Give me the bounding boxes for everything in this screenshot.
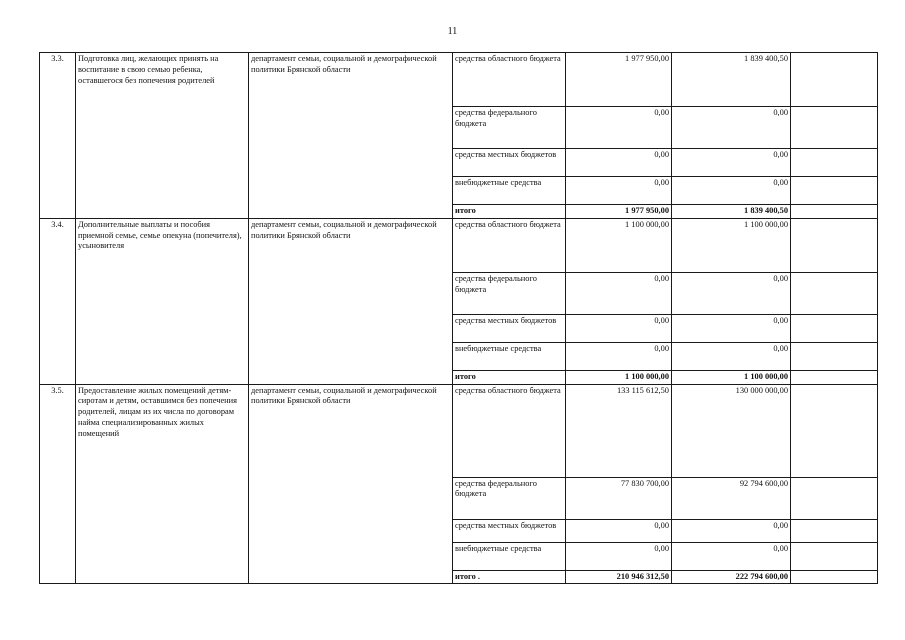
funding-source-label: средства областного бюджета <box>453 53 566 107</box>
amount-col-3 <box>791 205 878 219</box>
amount-col-3 <box>791 542 878 570</box>
amount-col-2: 1 839 400,50 <box>672 53 791 107</box>
amount-col-1: 77 830 700,00 <box>566 477 672 519</box>
amount-col-2: 0,00 <box>672 519 791 542</box>
amount-col-3 <box>791 149 878 177</box>
amount-col-3 <box>791 370 878 384</box>
amount-col-2: 92 794 600,00 <box>672 477 791 519</box>
amount-col-2: 1 100 000,00 <box>672 218 791 272</box>
amount-col-1: 0,00 <box>566 107 672 149</box>
amount-col-1: 210 946 312,50 <box>566 570 672 584</box>
amount-col-2: 130 000 000,00 <box>672 384 791 477</box>
amount-col-2: 0,00 <box>672 177 791 205</box>
measure-name: Подготовка лиц, желающих принять на воспитание в свою семью ребенка, оставшегося без попечения родителей <box>76 53 249 219</box>
item-number: 3.3. <box>40 53 76 219</box>
funding-source-row <box>40 218 878 272</box>
amount-col-1: 0,00 <box>566 272 672 314</box>
amount-col-1: 1 100 000,00 <box>566 218 672 272</box>
funding-source-label: внебюджетные средства <box>453 542 566 570</box>
funding-source-label: внебюджетные средства <box>453 342 566 370</box>
amount-col-2: 1 839 400,50 <box>672 205 791 219</box>
amount-col-1: 0,00 <box>566 519 672 542</box>
amount-col-1: 0,00 <box>566 542 672 570</box>
amount-col-3 <box>791 107 878 149</box>
amount-col-2: 0,00 <box>672 342 791 370</box>
funding-source-label: средства федерального бюджета <box>453 272 566 314</box>
total-label: итого <box>453 370 566 384</box>
amount-col-3 <box>791 177 878 205</box>
funding-source-label: средства местных бюджетов <box>453 314 566 342</box>
amount-col-1: 1 977 950,00 <box>566 53 672 107</box>
amount-col-3 <box>791 314 878 342</box>
amount-col-3 <box>791 477 878 519</box>
amount-col-3 <box>791 218 878 272</box>
item-number: 3.4. <box>40 218 76 384</box>
budget-table <box>39 52 878 584</box>
funding-source-label: средства федерального бюджета <box>453 107 566 149</box>
amount-col-3 <box>791 342 878 370</box>
amount-col-1: 0,00 <box>566 177 672 205</box>
amount-col-3 <box>791 519 878 542</box>
amount-col-1: 0,00 <box>566 314 672 342</box>
amount-col-1: 0,00 <box>566 342 672 370</box>
amount-col-1: 133 115 612,50 <box>566 384 672 477</box>
executor: департамент семьи, социальной и демографической политики Брянской области <box>249 53 453 219</box>
funding-source-label: внебюджетные средства <box>453 177 566 205</box>
funding-source-row <box>40 384 878 477</box>
funding-source-label: средства областного бюджета <box>453 384 566 477</box>
funding-source-label: средства областного бюджета <box>453 218 566 272</box>
page-number: 11 <box>447 26 458 37</box>
amount-col-1: 0,00 <box>566 149 672 177</box>
measure-name: Предоставление жилых помещений детям-сиротам и детям, оставшимся без попечения родителей, лицам из их числа по договорам найма специализированных жилых помещений <box>76 384 249 584</box>
amount-col-1: 1 977 950,00 <box>566 205 672 219</box>
amount-col-3 <box>791 570 878 584</box>
funding-source-label: средства федерального бюджета <box>453 477 566 519</box>
amount-col-3 <box>791 384 878 477</box>
amount-col-1: 1 100 000,00 <box>566 370 672 384</box>
amount-col-2: 0,00 <box>672 149 791 177</box>
funding-source-row <box>40 53 878 107</box>
amount-col-2: 0,00 <box>672 542 791 570</box>
amount-col-2: 222 794 600,00 <box>672 570 791 584</box>
amount-col-2: 1 100 000,00 <box>672 370 791 384</box>
executor: департамент семьи, социальной и демографической политики Брянской области <box>249 384 453 584</box>
total-label: итого <box>453 205 566 219</box>
amount-col-3 <box>791 53 878 107</box>
total-label: итого . <box>453 570 566 584</box>
executor: департамент семьи, социальной и демографической политики Брянской области <box>249 218 453 384</box>
funding-source-label: средства местных бюджетов <box>453 149 566 177</box>
item-number: 3.5. <box>40 384 76 584</box>
funding-source-label: средства местных бюджетов <box>453 519 566 542</box>
amount-col-2: 0,00 <box>672 314 791 342</box>
measure-name: Дополнительные выплаты и пособия приемной семье, семье опекуна (попечителя), усыновителя <box>76 218 249 384</box>
amount-col-2: 0,00 <box>672 272 791 314</box>
amount-col-2: 0,00 <box>672 107 791 149</box>
amount-col-3 <box>791 272 878 314</box>
